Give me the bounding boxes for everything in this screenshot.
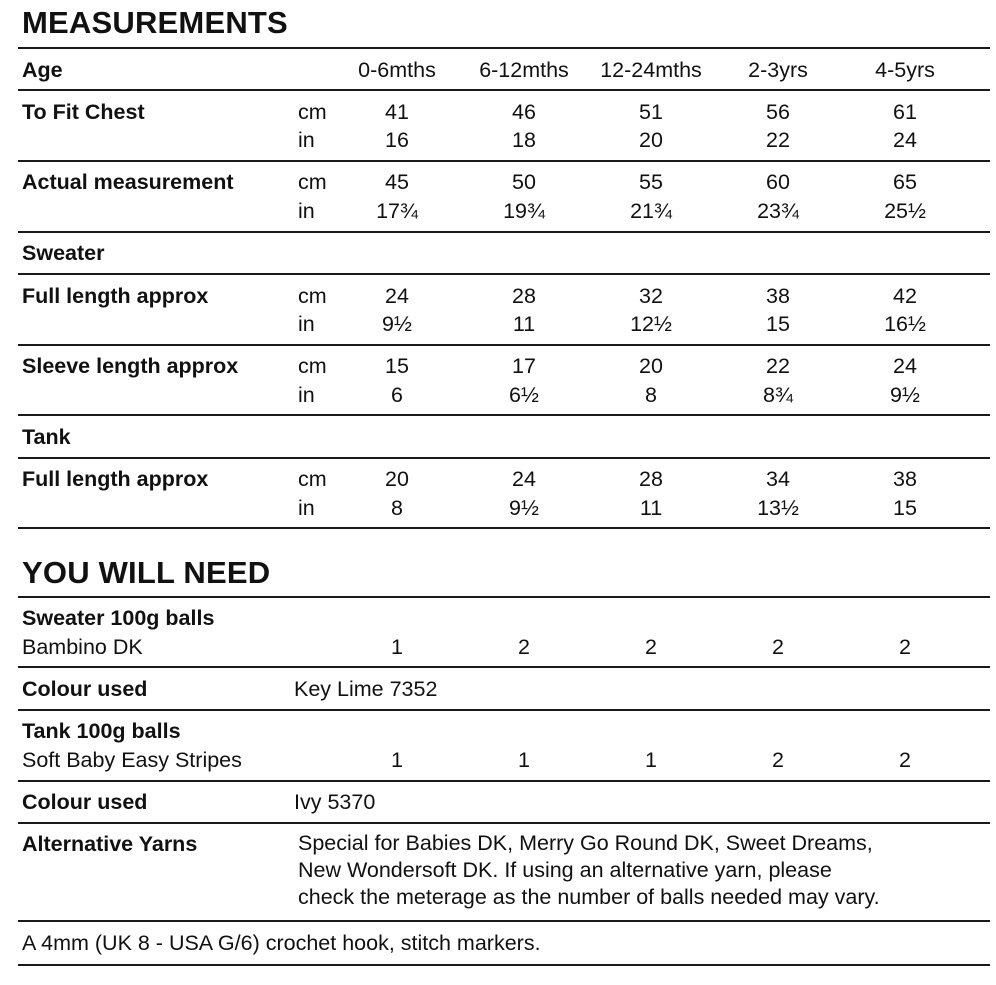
ball-count: 1 (391, 748, 403, 772)
divider (18, 822, 990, 824)
divider (18, 414, 990, 416)
cell-value: 50 (512, 170, 536, 194)
ball-count: 2 (772, 748, 784, 772)
unit-cm: cm (298, 354, 327, 378)
ball-count: 1 (645, 748, 657, 772)
cell-value: 16 (385, 128, 409, 152)
size-header: 0-6mths (358, 58, 436, 82)
ball-count: 1 (518, 748, 530, 772)
cell-value: 55 (639, 170, 663, 194)
sweater-colour-value: Key Lime 7352 (294, 677, 438, 701)
cell-value: 20 (385, 467, 409, 491)
cell-value: 41 (385, 100, 409, 124)
divider (18, 666, 990, 668)
divider (18, 596, 990, 598)
cell-value: 16½ (884, 312, 926, 336)
measurements-heading: MEASUREMENTS (22, 5, 288, 40)
cell-value: 17 (512, 354, 536, 378)
cell-value: 23¾ (757, 199, 799, 223)
divider (18, 709, 990, 711)
cell-value: 12½ (630, 312, 672, 336)
cell-value: 18 (512, 128, 536, 152)
ball-count: 2 (899, 748, 911, 772)
cell-value: 24 (385, 284, 409, 308)
divider (18, 160, 990, 162)
ball-count: 2 (645, 635, 657, 659)
unit-in: in (298, 199, 315, 223)
cell-value: 22 (766, 128, 790, 152)
actual-measurement-label: Actual measurement (22, 170, 234, 194)
unit-in: in (298, 383, 315, 407)
tank-balls-label: Tank 100g balls (22, 719, 181, 743)
cell-value: 65 (893, 170, 917, 194)
unit-in: in (298, 128, 315, 152)
cell-value: 56 (766, 100, 790, 124)
cell-value: 61 (893, 100, 917, 124)
ball-count: 2 (899, 635, 911, 659)
cell-value: 17¾ (376, 199, 418, 223)
divider (18, 273, 990, 275)
size-header: 6-12mths (479, 58, 569, 82)
cell-value: 60 (766, 170, 790, 194)
divider (18, 47, 990, 49)
cell-value: 38 (766, 284, 790, 308)
size-header: 4-5yrs (875, 58, 935, 82)
divider (18, 231, 990, 233)
cell-value: 19¾ (503, 199, 545, 223)
cell-value: 6½ (509, 383, 539, 407)
cell-value: 22 (766, 354, 790, 378)
tank-full-length-label: Full length approx (22, 467, 209, 491)
alternative-yarns-line: check the meterage as the number of balls needed may vary. (298, 885, 880, 909)
tank-yarn-name: Soft Baby Easy Stripes (22, 748, 242, 772)
cell-value: 34 (766, 467, 790, 491)
unit-in: in (298, 496, 315, 520)
alternative-yarns-text (298, 830, 880, 911)
cell-value: 28 (512, 284, 536, 308)
cell-value: 24 (893, 354, 917, 378)
alternative-yarns-label: Alternative Yarns (22, 832, 198, 856)
cell-value: 9½ (509, 496, 539, 520)
cell-value: 11 (639, 496, 663, 520)
sweater-sleeve-length-label: Sleeve length approx (22, 354, 239, 378)
cell-value: 20 (639, 128, 663, 152)
cell-value: 15 (766, 312, 790, 336)
you-will-need-heading: YOU WILL NEED (22, 555, 271, 590)
divider (18, 780, 990, 782)
cell-value: 45 (385, 170, 409, 194)
to-fit-chest-label: To Fit Chest (22, 100, 145, 124)
divider (18, 89, 990, 91)
hook-note: A 4mm (UK 8 - USA G/6) crochet hook, stitch markers. (22, 931, 541, 955)
unit-cm: cm (298, 284, 327, 308)
cell-value: 21¾ (630, 199, 672, 223)
cell-value: 6 (391, 383, 403, 407)
cell-value: 42 (893, 284, 917, 308)
cell-value: 8 (645, 383, 657, 407)
divider (18, 344, 990, 346)
divider (18, 527, 990, 529)
cell-value: 8¾ (763, 383, 793, 407)
divider (18, 964, 990, 966)
size-header: 2-3yrs (748, 58, 808, 82)
cell-value: 11 (512, 312, 536, 336)
tank-colour-value: Ivy 5370 (294, 790, 376, 814)
cell-value: 46 (512, 100, 536, 124)
unit-cm: cm (298, 467, 327, 491)
alternative-yarns-line: Special for Babies DK, Merry Go Round DK, Sweet Dreams, (298, 831, 873, 855)
ball-count: 2 (518, 635, 530, 659)
tank-section-label: Tank (22, 425, 71, 449)
unit-cm: cm (298, 170, 327, 194)
cell-value: 24 (512, 467, 536, 491)
sweater-balls-label: Sweater 100g balls (22, 606, 215, 630)
cell-value: 28 (639, 467, 663, 491)
sweater-yarn-name: Bambino DK (22, 635, 143, 659)
sweater-colour-label: Colour used (22, 677, 148, 701)
divider (18, 920, 990, 922)
tank-colour-label: Colour used (22, 790, 148, 814)
cell-value: 9½ (382, 312, 412, 336)
ball-count: 1 (391, 635, 403, 659)
cell-value: 24 (893, 128, 917, 152)
cell-value: 20 (639, 354, 663, 378)
cell-value: 13½ (757, 496, 799, 520)
unit-cm: cm (298, 100, 327, 124)
sweater-section-label: Sweater (22, 241, 105, 265)
ball-count: 2 (772, 635, 784, 659)
unit-in: in (298, 312, 315, 336)
age-label: Age (22, 58, 63, 82)
cell-value: 15 (385, 354, 409, 378)
cell-value: 9½ (890, 383, 920, 407)
cell-value: 15 (893, 496, 917, 520)
cell-value: 25½ (884, 199, 926, 223)
size-header: 12-24mths (600, 58, 702, 82)
cell-value: 32 (639, 284, 663, 308)
alternative-yarns-line: New Wondersoft DK. If using an alternative yarn, please (298, 858, 832, 882)
sweater-full-length-label: Full length approx (22, 284, 209, 308)
cell-value: 38 (893, 467, 917, 491)
cell-value: 51 (639, 100, 663, 124)
cell-value: 8 (391, 496, 403, 520)
divider (18, 457, 990, 459)
